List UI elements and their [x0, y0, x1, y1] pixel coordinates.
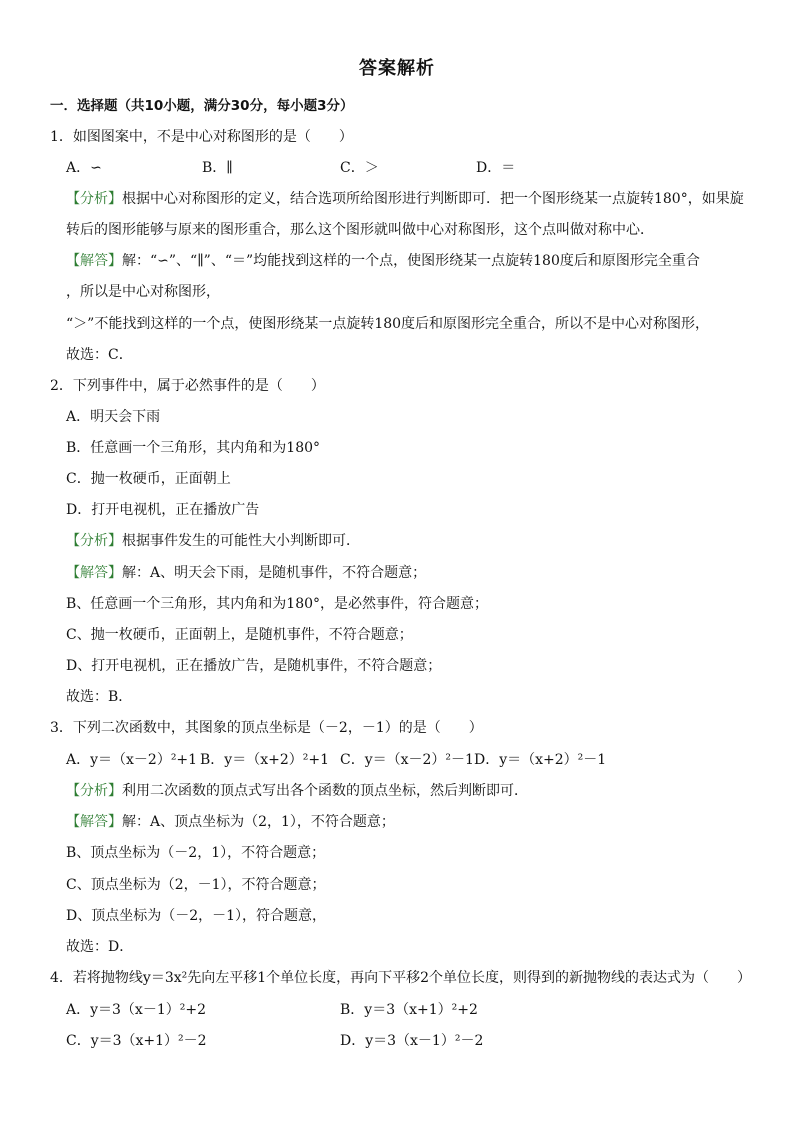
question-3-option-d: D．y＝（x+2）²－1 — [474, 752, 607, 768]
answer-tag: 【解答】 — [66, 565, 122, 581]
section-heading: 一．选择题（共10小题，满分30分，每小题3分） — [50, 98, 354, 114]
question-1-option-c: C．＞ — [340, 160, 379, 176]
question-3-answer-line-3: C、顶点坐标为（2，－1），不符合题意； — [66, 877, 326, 893]
analysis-tag: 【分析】 — [66, 783, 122, 799]
page-title: 答案解析 — [359, 58, 435, 79]
question-1-option-b: B．∥ — [202, 160, 233, 176]
question-4-option-b: B．y＝3（x+1）²+2 — [340, 1002, 478, 1018]
question-1-option-a: A．∽ — [66, 160, 102, 176]
question-3-answer-line-2: B、顶点坐标为（－2，1），不符合题意； — [66, 845, 326, 861]
question-1-analysis-line-2: 转后的图形能够与原来的图形重合，那么这个图形就叫做中心对称图形，这个点叫做对称中心． — [66, 222, 654, 238]
answer-tag: 【解答】 — [66, 814, 122, 830]
question-3-answer-line-5: 故选：D． — [66, 939, 134, 955]
question-2-option-d: D．打开电视机，正在播放广告 — [66, 502, 260, 518]
question-3-option-c: C．y＝（x－2）²－1 — [340, 752, 474, 768]
question-4-option-a: A．y＝3（x－1）²+2 — [66, 1002, 206, 1018]
question-3-answer-line-1: 【解答】解：A、顶点坐标为（2，1），不符合题意； — [66, 814, 395, 830]
question-1-analysis-line-1: 【分析】根据中心对称图形的定义，结合选项所给图形进行判断即可．把一个图形绕某一点旋转180°，如果旋 — [66, 191, 744, 207]
question-4-option-d: D．y＝3（x－1）²－2 — [340, 1033, 484, 1049]
question-3-answer-line-4: D、顶点坐标为（－2，－1），符合题意， — [66, 908, 327, 924]
question-2-stem: 2．下列事件中，属于必然事件的是（ ） — [50, 378, 325, 394]
answer-tag: 【解答】 — [66, 253, 122, 269]
question-3-stem: 3．下列二次函数中，其图象的顶点坐标是（－2，－1）的是（ ） — [50, 720, 483, 736]
question-2-answer-line-5: 故选：B． — [66, 689, 133, 705]
question-1-option-d: D．＝ — [476, 160, 516, 176]
question-1-answer-line-1: 【解答】解：“∽”、“∥”、“＝”均能找到这样的一个点，使图形绕某一点旋转180度后和原图形完全重合 — [66, 253, 700, 269]
question-2-option-c: C．抛一枚硬币，正面朝上 — [66, 471, 231, 487]
question-3-option-a: A．y＝（x－2）²+1 — [66, 752, 198, 768]
question-2-option-b: B．任意画一个三角形，其内角和为180° — [66, 440, 321, 456]
question-1-answer-line-4: 故选：C． — [66, 347, 133, 363]
question-1-answer-line-3: “＞”不能找到这样的一个点，使图形绕某一点旋转180度后和原图形完全重合，所以不是中心对称图形， — [66, 316, 710, 332]
question-4-option-c: C．y＝3（x+1）²－2 — [66, 1033, 207, 1049]
question-4-stem: 4．若将抛物线y＝3x²先向左平移1个单位长度，再向下平移2个单位长度，则得到的新抛物线的表达式为（ ） — [50, 970, 752, 986]
question-1-answer-line-2: ，所以是中心对称图形， — [66, 284, 220, 300]
question-2-answer-line-2: B、任意画一个三角形，其内角和为180°，是必然事件，符合题意； — [66, 596, 489, 612]
question-2-answer-line-1: 【解答】解：A、明天会下雨，是随机事件，不符合题意； — [66, 565, 427, 581]
question-2-answer-line-4: D、打开电视机，正在播放广告，是随机事件，不符合题意； — [66, 658, 442, 674]
question-1-stem: 1．如图图案中，不是中心对称图形的是（ ） — [50, 129, 353, 145]
question-3-analysis: 【分析】利用二次函数的顶点式写出各个函数的顶点坐标，然后判断即可． — [66, 783, 528, 799]
question-3-option-b: B．y＝（x+2）²+1 — [200, 752, 329, 768]
question-2-analysis: 【分析】根据事件发生的可能性大小判断即可． — [66, 533, 360, 549]
analysis-tag: 【分析】 — [66, 191, 122, 207]
question-2-option-a: A．明天会下雨 — [66, 409, 161, 425]
analysis-tag: 【分析】 — [66, 533, 122, 549]
question-2-answer-line-3: C、抛一枚硬币，正面朝上，是随机事件，不符合题意； — [66, 627, 413, 643]
